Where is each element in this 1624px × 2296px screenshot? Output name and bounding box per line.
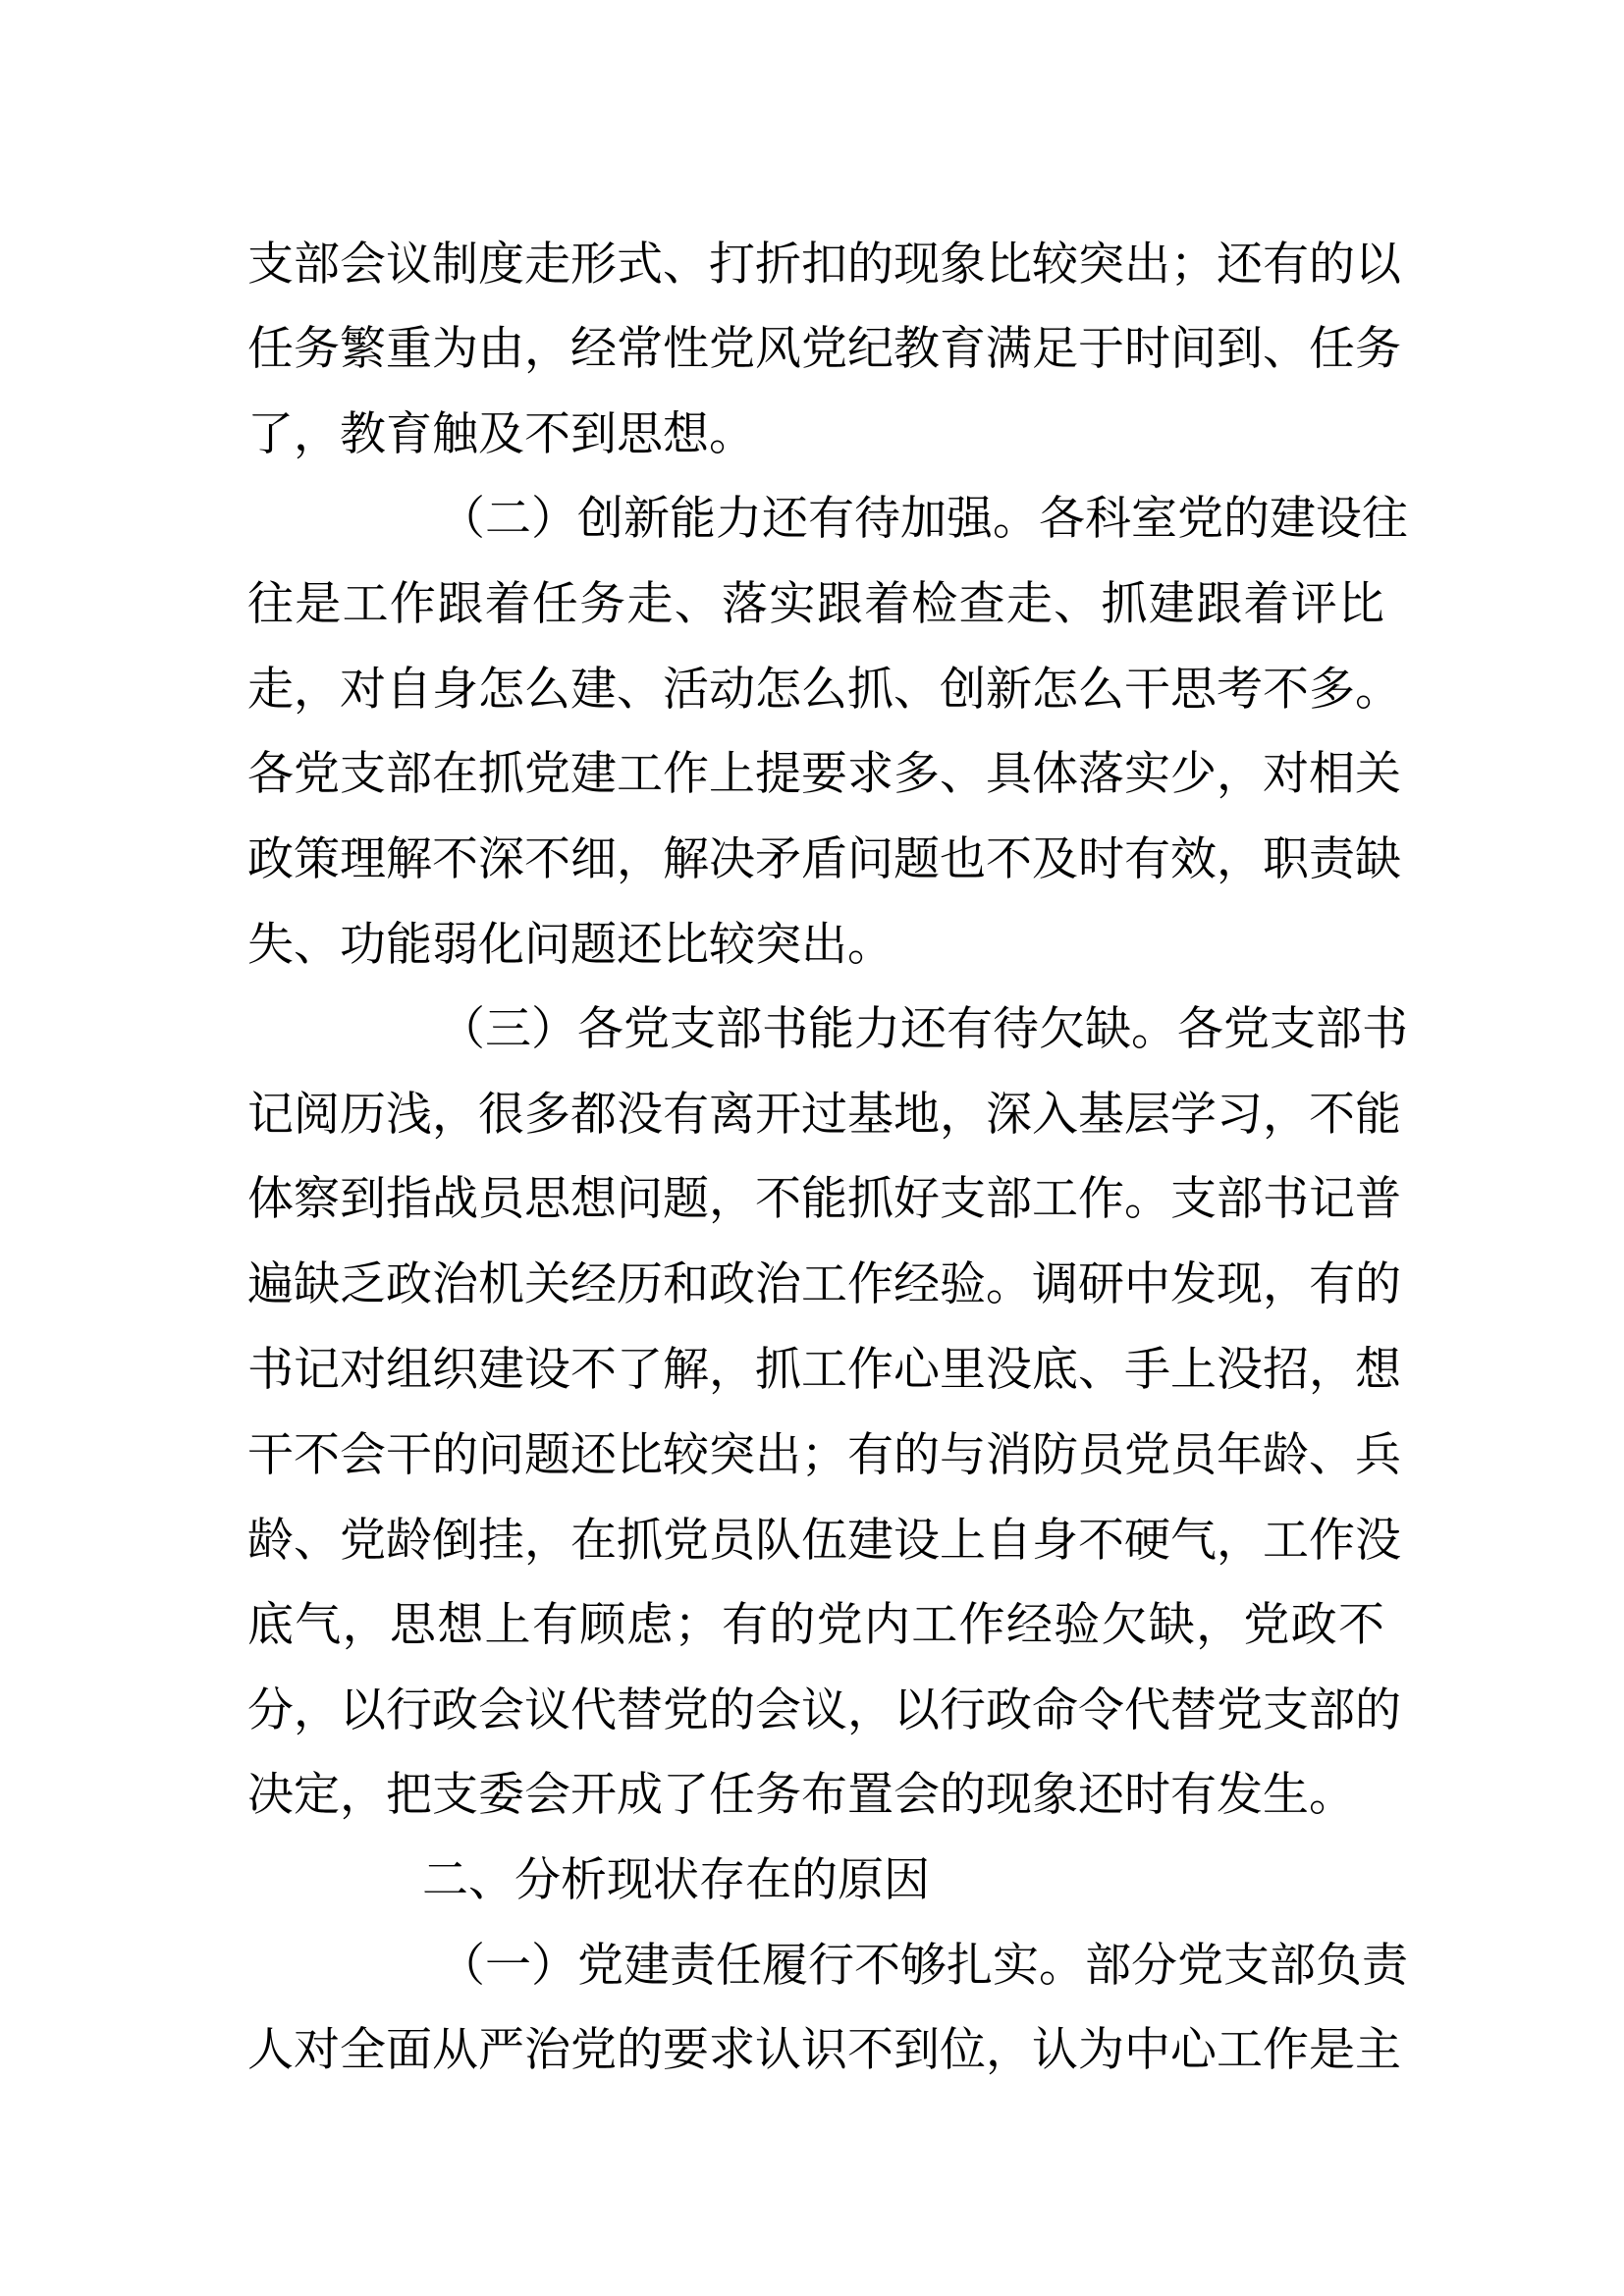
text-line: 体察到指战员思想问题，不能抓好支部工作。支部书记普 [247,1172,1401,1226]
text-line: 支部会议制度走形式、打折扣的现象比较突出；还有的以 [247,238,1401,292]
text-line: 人对全面从严治党的要求认识不到位，认为中心工作是主 [247,2023,1401,2077]
text-line: 政策理解不深不细，解决矛盾问题也不及时有效，职责缺 [247,832,1401,886]
text-line: 记阅历浅，很多都没有离开过基地，深入基层学习，不能 [247,1088,1401,1142]
text-line: 底气，思想上有顾虑；有的党内工作经验欠缺，党政不 [247,1598,1384,1652]
text-line: 走，对自身怎么建、活动怎么抓、创新怎么干思考不多。 [247,663,1401,717]
text-line: 失、功能弱化问题还比较突出。 [247,918,893,972]
chapter-heading: 二、分析现状存在的原因 [422,1853,930,1907]
text-line: 遍缺乏政治机关经历和政治工作经验。调研中发现，有的 [247,1257,1401,1311]
text-line: 分，以行政会议代替党的会议，以行政命令代替党支部的 [247,1683,1401,1737]
section-heading-line: （一）党建责任履行不够扎实。部分党支部负责 [439,1939,1408,1993]
section-heading-line: （二）创新能力还有待加强。各科室党的建设往 [439,492,1408,546]
section-heading-line: （三）各党支部书能力还有待欠缺。各党支部书 [439,1002,1408,1056]
text-line: 决定，把支委会开成了任务布置会的现象还时有发生。 [247,1768,1355,1822]
text-line: 了，教育触及不到思想。 [247,407,755,461]
text-line: 龄、党龄倒挂，在抓党员队伍建设上自身不硬气，工作没 [247,1514,1401,1568]
text-line: 书记对组织建设不了解，抓工作心里没底、手上没招，想 [247,1343,1401,1397]
text-line: 往是工作跟着任务走、落实跟着检查走、抓建跟着评比 [247,577,1384,631]
text-line: 各党支部在抓党建工作上提要求多、具体落实少，对相关 [247,747,1401,801]
text-line: 任务繁重为由，经常性党风党纪教育满足于时间到、任务 [247,322,1401,376]
text-line: 干不会干的问题还比较突出；有的与消防员党员年龄、兵 [247,1428,1401,1482]
